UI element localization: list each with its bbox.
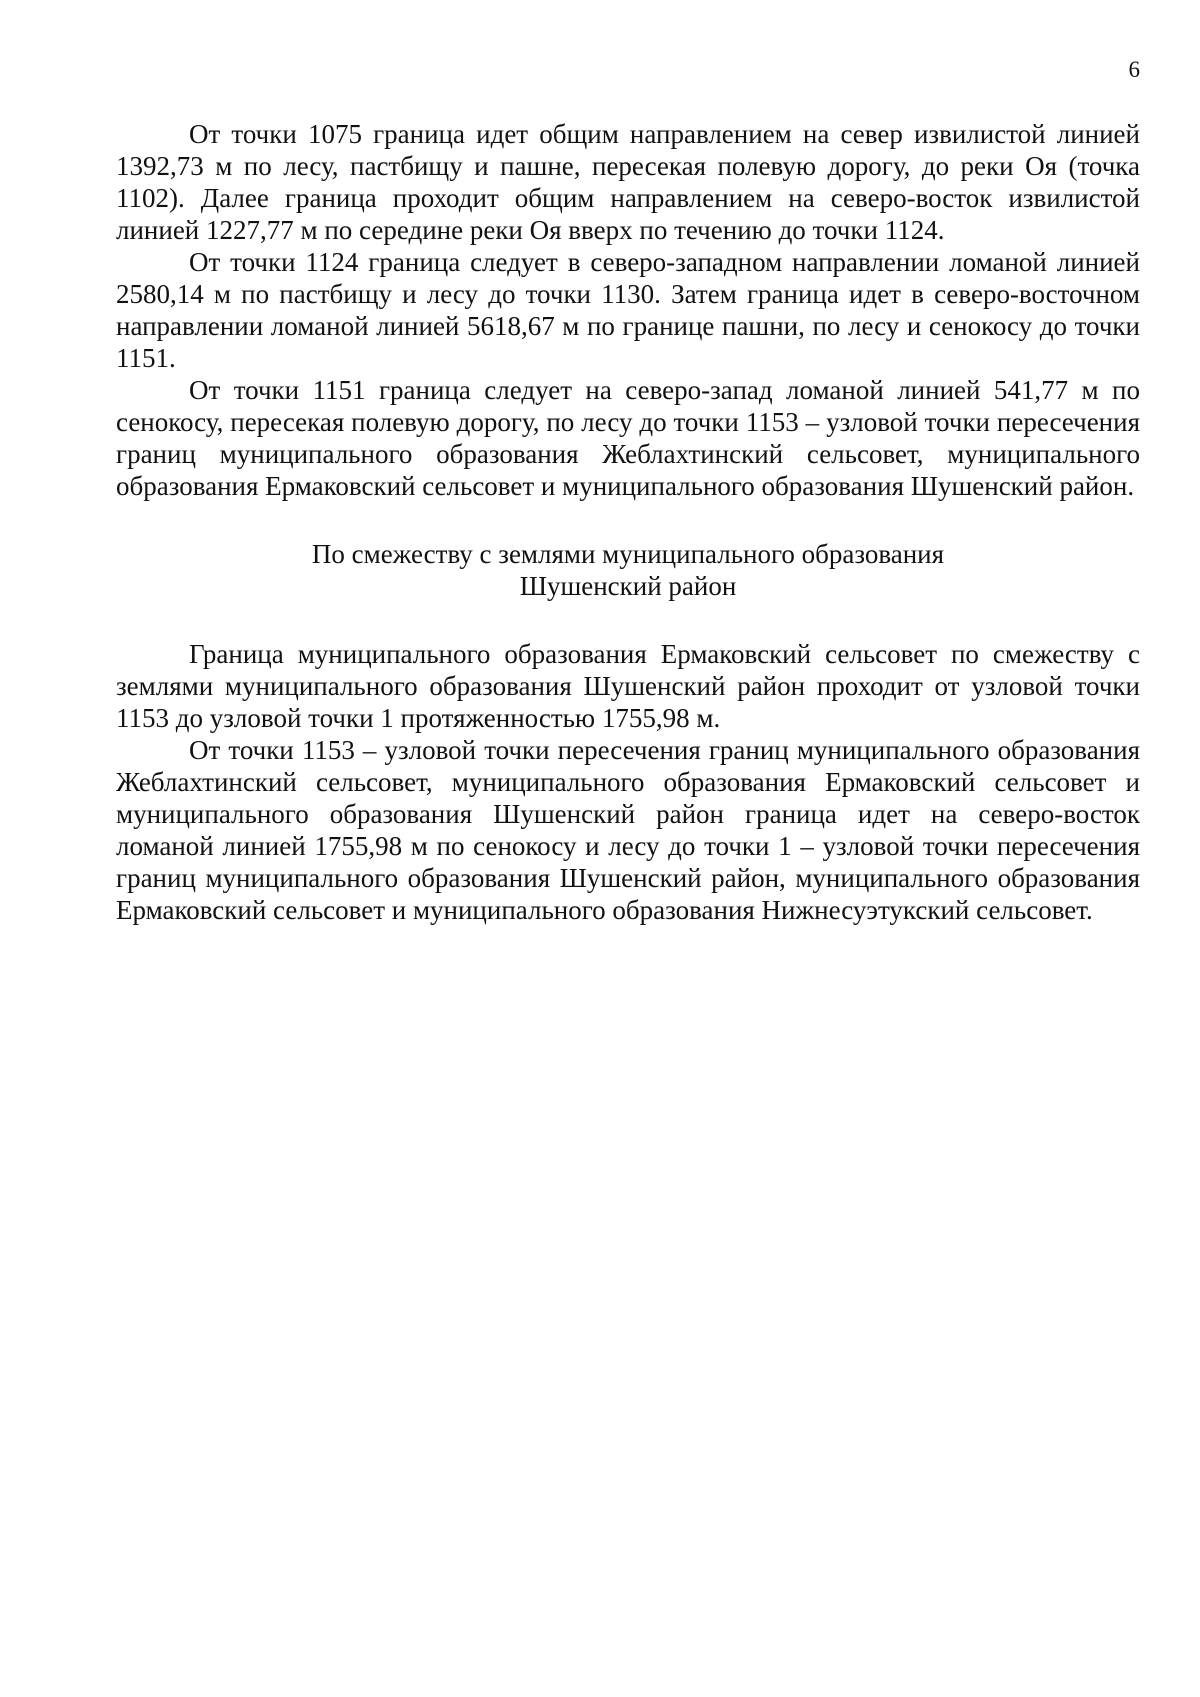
page-number: 6	[1128, 57, 1140, 82]
section-heading	[116, 538, 1140, 602]
paragraph-boundary-1151-1153: От точки 1151 граница следует на северо-запад ломаной линией 541,77 м по сенокосу, пересекая полевую дорогу, по лесу до точки 1153 – узловой точки пересечения границ муниципального образования Жеблахтинский сельсовет, муниципального образования Ермаковский сельсовет и муниципального образования Шушенский район.	[116, 375, 1140, 501]
section-heading-line-1: По смежеству с землями муниципального образования	[311, 539, 945, 569]
paragraph-boundary-1153-1: От точки 1153 – узловой точки пересечения границ муниципального образования Жеблахтинский сельсовет, муниципального образования Ермаковский сельсовет и муниципального образования Шушенский район граница идет на северо-восток ломаной линией 1755,98 м по сенокосу и лесу до точки 1 – узловой точки пересечения границ муниципального образования Шушенский район, муниципального образования Ермаковский сельсовет и муниципального образования Нижнесуэтукский сельсовет.	[116, 735, 1140, 925]
paragraph-boundary-1124-1151: От точки 1124 граница следует в северо-западном направлении ломаной линией 2580,14 м по пастбищу и лесу до точки 1130. Затем граница идет в северо-восточном направлении ломаной линией 5618,67 м по границе пашни, по лесу и сенокосу до точки 1151.	[116, 247, 1140, 373]
section-heading-line-2: Шушенский район	[519, 571, 737, 601]
document-body	[116, 118, 1140, 926]
paragraph-boundary-1075-1124: От точки 1075 граница идет общим направлением на север извилистой линией 1392,73 м по лесу, пастбищу и пашне, пересекая полевую дорогу, до реки Оя (точка 1102). Далее граница проходит общим направлением на северо-восток извилистой линией 1227,77 м по середине реки Оя вверх по течению до точки 1124.	[116, 119, 1140, 245]
paragraph-shushensky-summary: Граница муниципального образования Ермаковский сельсовет по смежеству с землями муниципального образования Шушенский район проходит от узловой точки 1153 до узловой точки 1 протяженностью 1755,98 м.	[116, 639, 1140, 733]
